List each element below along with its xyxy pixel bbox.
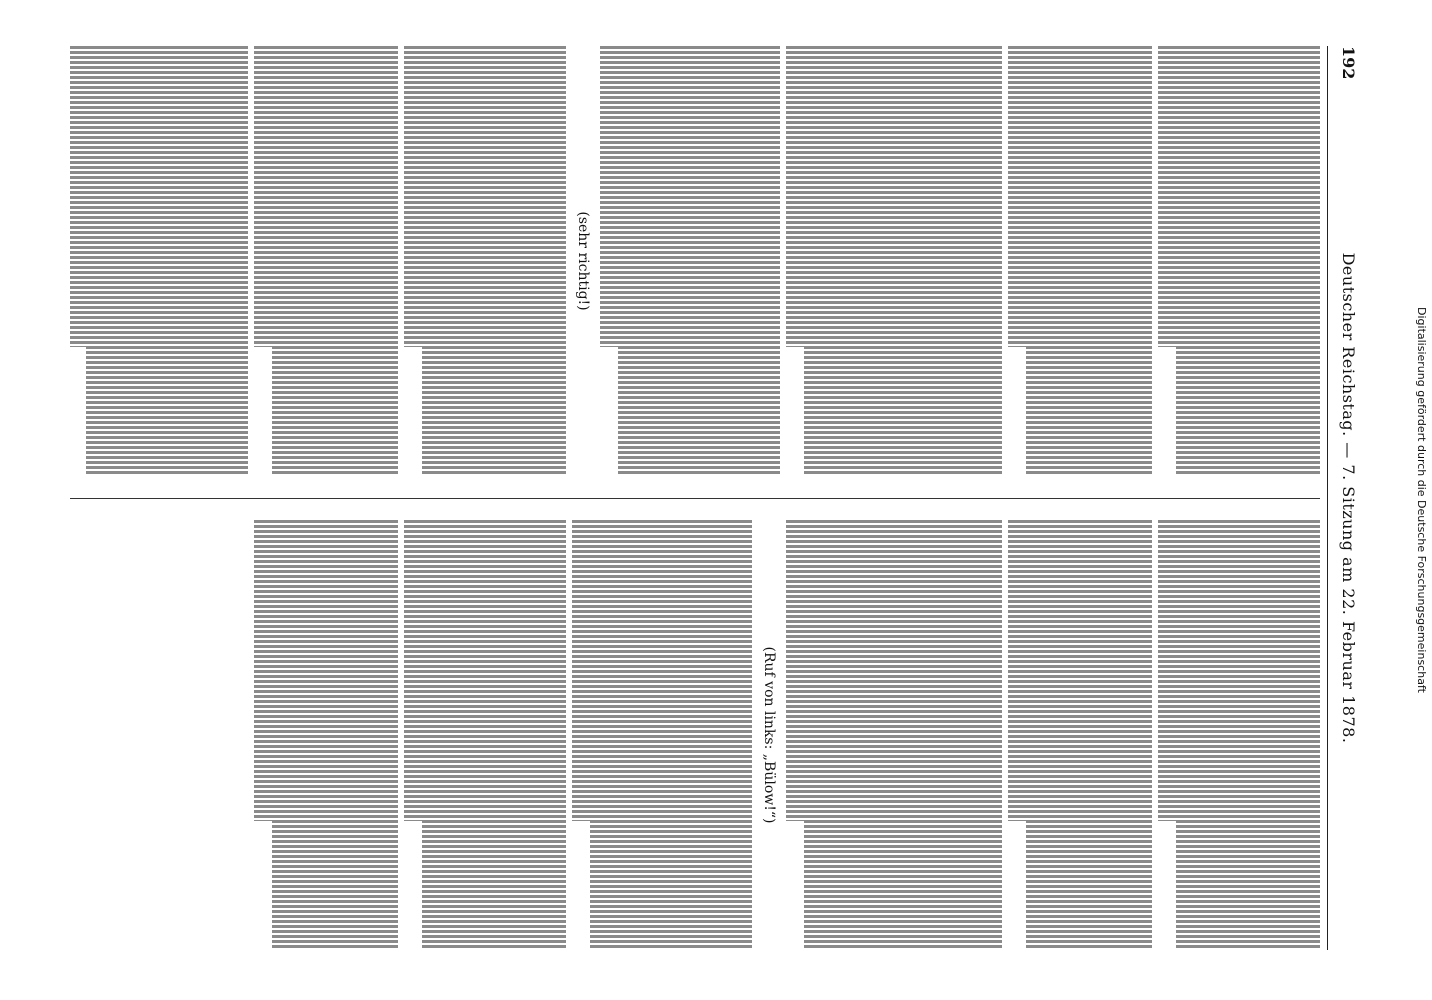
text-line: [404, 520, 422, 821]
text-line: [804, 46, 822, 476]
text-line: [1062, 520, 1080, 950]
text-line: [548, 46, 566, 476]
text-line: [272, 520, 290, 950]
text-line: [104, 46, 122, 476]
text-line: [380, 520, 398, 950]
text-line: [494, 520, 512, 950]
text-line: [654, 46, 672, 476]
text-line: [70, 46, 86, 347]
text-line: [1026, 520, 1044, 950]
text-line: [716, 520, 734, 950]
text-line: [1302, 46, 1320, 476]
text-line: [822, 46, 840, 476]
text-line: [326, 46, 344, 476]
text-line: [344, 46, 362, 476]
text-line: [572, 520, 590, 821]
text-line: [344, 520, 362, 950]
text-line: [1248, 520, 1266, 950]
text-line: [380, 46, 398, 476]
text-line: [362, 46, 380, 476]
paragraph: [1158, 46, 1320, 476]
text-line: [158, 46, 176, 476]
text-line: [326, 520, 344, 950]
text-line: [662, 520, 680, 950]
text-line: [1116, 46, 1134, 476]
text-line: [948, 520, 966, 950]
text-line: [512, 520, 530, 950]
paragraph: [254, 520, 398, 950]
text-line: [984, 520, 1002, 950]
running-title: Deutscher Reichstag. — 7. Sitzung am 22. Februar 1878.: [1339, 252, 1358, 744]
text-line: [1044, 520, 1062, 950]
digitization-credit: Digitalisierung gefördert durch die Deutsche Forschungsgemeinschaft: [1415, 307, 1428, 693]
column-divider: [70, 498, 1320, 499]
text-line: [1230, 46, 1248, 476]
text-line: [822, 520, 840, 950]
text-line: [458, 46, 476, 476]
text-line: [930, 520, 948, 950]
text-line: [1212, 46, 1230, 476]
text-line: [1134, 46, 1152, 476]
text-line: [858, 520, 876, 950]
paragraph: [1008, 520, 1152, 950]
text-line: [1194, 520, 1212, 950]
text-line: [1176, 46, 1194, 476]
text-line: [362, 520, 380, 950]
header-rule: [1327, 46, 1328, 950]
text-line: [1098, 46, 1116, 476]
text-line: [744, 46, 762, 476]
text-line: [440, 520, 458, 950]
page-number: 192: [1339, 46, 1358, 80]
text-line: [876, 46, 894, 476]
text-line: [966, 520, 984, 950]
text-line: [912, 46, 930, 476]
text-line: [1158, 520, 1176, 821]
text-line: [422, 520, 440, 950]
text-line: [762, 46, 780, 476]
text-line: [708, 46, 726, 476]
text-line: [308, 46, 326, 476]
text-line: [440, 46, 458, 476]
text-line: [636, 46, 654, 476]
text-line: [626, 520, 644, 950]
text-line: [1134, 520, 1152, 950]
text-line: [1302, 520, 1320, 950]
paragraph: [786, 520, 1002, 950]
text-line: [786, 520, 804, 821]
interjection: (Ruf von links: „Bülow!“): [761, 646, 777, 824]
text-line: [590, 520, 608, 950]
text-line: [984, 46, 1002, 476]
text-line: [966, 46, 984, 476]
text-line: [422, 46, 440, 476]
text-line: [840, 46, 858, 476]
text-line: [212, 46, 230, 476]
text-line: [476, 46, 494, 476]
text-line: [1158, 46, 1176, 347]
text-line: [404, 46, 422, 347]
paragraph: [404, 46, 566, 476]
text-line: [1230, 520, 1248, 950]
text-line: [1194, 46, 1212, 476]
text-line: [530, 520, 548, 950]
text-line: [840, 520, 858, 950]
text-line: [290, 46, 308, 476]
text-line: [608, 520, 626, 950]
text-line: [786, 46, 804, 347]
text-line: [494, 46, 512, 476]
text-line: [1248, 46, 1266, 476]
paragraph: [1158, 520, 1320, 950]
text-line: [122, 46, 140, 476]
text-line: [1284, 520, 1302, 950]
text-line: [1062, 46, 1080, 476]
text-line: [698, 520, 716, 950]
text-line: [680, 520, 698, 950]
paragraph: [572, 520, 752, 950]
text-line: [930, 46, 948, 476]
text-line: [644, 520, 662, 950]
text-line: [726, 46, 744, 476]
text-line: [1284, 46, 1302, 476]
paragraph: [254, 46, 398, 476]
text-line: [272, 46, 290, 476]
text-line: [618, 46, 636, 476]
text-line: [600, 46, 618, 347]
text-line: [804, 520, 822, 950]
text-line: [894, 46, 912, 476]
paragraph: [404, 520, 566, 950]
text-line: [948, 46, 966, 476]
text-line: [230, 46, 248, 476]
text-line: [876, 520, 894, 950]
paragraph: [70, 46, 248, 476]
text-line: [308, 520, 326, 950]
text-line: [254, 46, 272, 347]
text-line: [1212, 520, 1230, 950]
text-line: [194, 46, 212, 476]
text-line: [894, 520, 912, 950]
text-line: [1080, 46, 1098, 476]
text-line: [1080, 520, 1098, 950]
text-line: [858, 46, 876, 476]
text-line: [458, 520, 476, 950]
text-line: [912, 520, 930, 950]
text-line: [1116, 520, 1134, 950]
paragraph: [1008, 46, 1152, 476]
text-line: [1008, 520, 1026, 821]
text-line: [548, 520, 566, 950]
text-line: [176, 46, 194, 476]
paragraph: [600, 46, 780, 476]
text-line: [1266, 520, 1284, 950]
text-line: [1266, 46, 1284, 476]
interjection: (sehr richtig!): [575, 211, 591, 311]
text-line: [734, 520, 752, 950]
text-line: [690, 46, 708, 476]
text-line: [1026, 46, 1044, 476]
text-line: [1044, 46, 1062, 476]
text-line: [1098, 520, 1116, 950]
text-line: [86, 46, 104, 476]
text-line: [1176, 520, 1194, 950]
page-header: [1328, 46, 1368, 950]
text-line: [530, 46, 548, 476]
text-line: [140, 46, 158, 476]
text-line: [476, 520, 494, 950]
text-line: [512, 46, 530, 476]
text-line: [254, 520, 272, 821]
text-line: [1008, 46, 1026, 347]
text-column-left: [70, 46, 1320, 476]
text-column-right: [70, 520, 1320, 950]
text-line: [290, 520, 308, 950]
text-line: [672, 46, 690, 476]
paragraph: [786, 46, 1002, 476]
